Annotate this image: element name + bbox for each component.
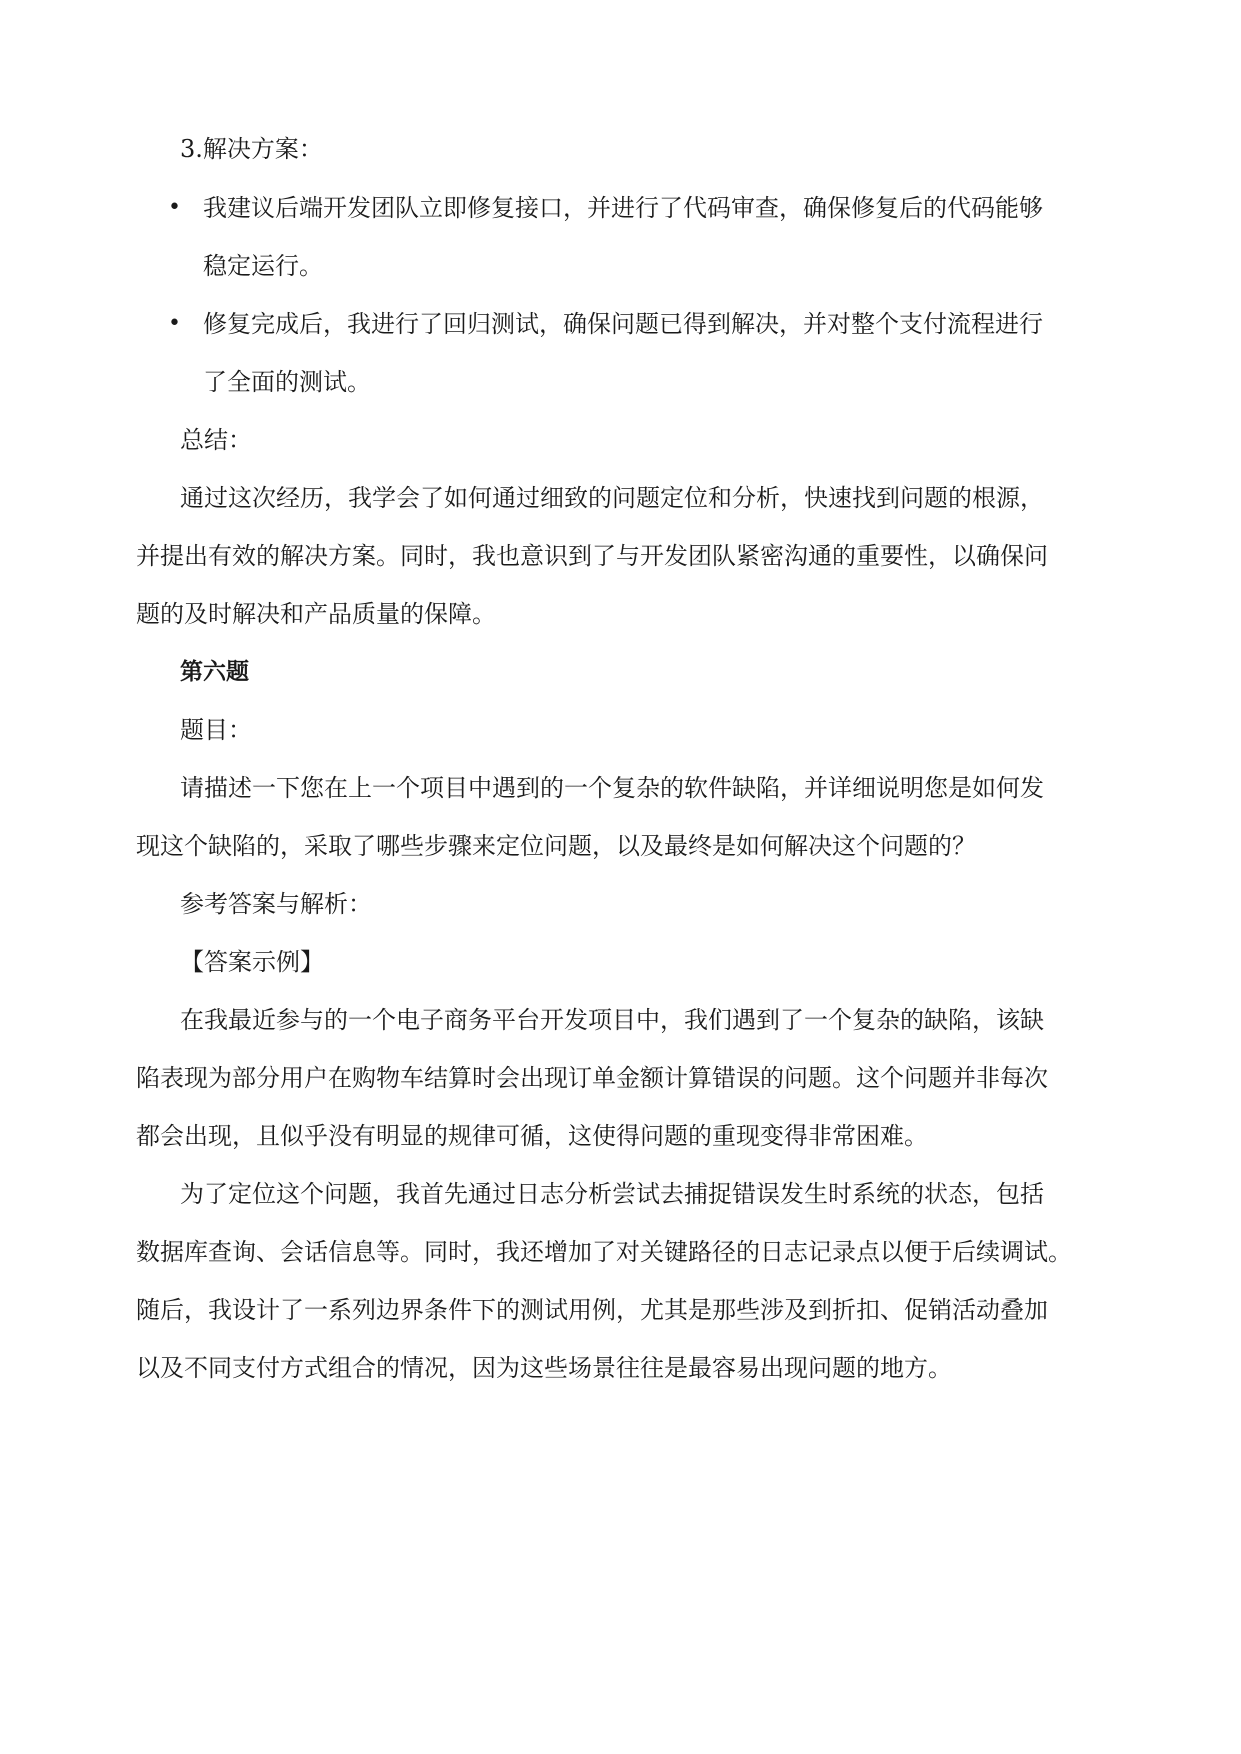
bullet-dot-icon: • [168,195,181,220]
question-heading: 第六题 [180,659,249,685]
question-line-2: 现这个缺陷的，采取了哪些步骤来定位问题，以及最终是如何解决这个问题的？ [136,832,976,860]
para1-line-2: 陷表现为部分用户在购物车结算时会出现订单金额计算错误的问题。这个问题并非每次 [136,1064,1048,1092]
para2-line-4: 以及不同支付方式组合的情况，因为这些场景往往是最容易出现问题的地方。 [136,1354,952,1382]
para2-line-2: 数据库查询、会话信息等。同时，我还增加了对关键路径的日志记录点以便于后续调试。 [136,1238,1072,1266]
bullet-dot-icon: • [168,311,181,336]
bullet-1-line-1: 我建议后端开发团队立即修复接口，并进行了代码审查，确保修复后的代码能够 [203,194,1043,222]
summary-line-2: 并提出有效的解决方案。同时，我也意识到了与开发团队紧密沟通的重要性，以确保问 [136,542,1048,570]
section-title: 3.解决方案： [180,135,323,163]
summary-line-1: 通过这次经历，我学会了如何通过细致的问题定位和分析，快速找到问题的根源， [180,484,1044,512]
para1-line-1: 在我最近参与的一个电子商务平台开发项目中，我们遇到了一个复杂的缺陷，该缺 [180,1006,1044,1034]
answer-label: 参考答案与解析： [180,890,372,918]
bullet-1-line-2: 稳定运行。 [203,252,323,280]
example-label: 【答案示例】 [180,948,324,976]
summary-line-3: 题的及时解决和产品质量的保障。 [136,600,496,628]
summary-label: 总结： [180,426,252,454]
bullet-2-line-1: 修复完成后，我进行了回归测试，确保问题已得到解决，并对整个支付流程进行 [203,310,1043,338]
para2-line-1: 为了定位这个问题，我首先通过日志分析尝试去捕捉错误发生时系统的状态，包括 [180,1180,1044,1208]
question-line-1: 请描述一下您在上一个项目中遇到的一个复杂的软件缺陷，并详细说明您是如何发 [180,774,1044,802]
para2-line-3: 随后，我设计了一系列边界条件下的测试用例，尤其是那些涉及到折扣、促销活动叠加 [136,1296,1048,1324]
topic-label: 题目： [180,716,252,744]
para1-line-3: 都会出现，且似乎没有明显的规律可循，这使得问题的重现变得非常困难。 [136,1122,928,1150]
bullet-2-line-2: 了全面的测试。 [203,368,371,396]
